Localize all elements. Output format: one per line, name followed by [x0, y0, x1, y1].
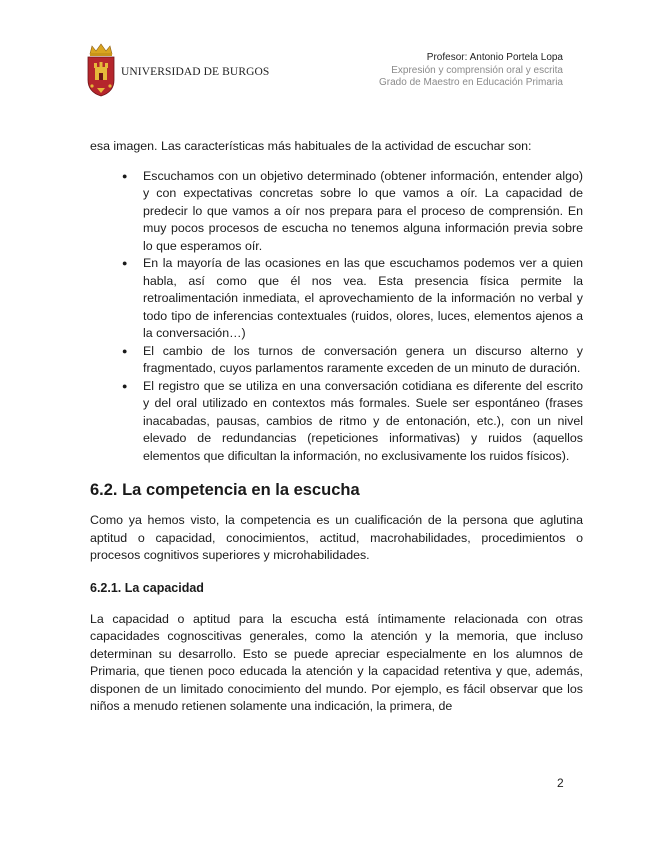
- characteristics-list: [90, 168, 583, 466]
- list-item: ● El cambio de los turnos de conversación genera un discurso alterno y fragmentado, cuyos parlamentos raramente exceden de un minuto de duración.: [143, 343, 583, 378]
- subsection-paragraph: La capacidad o aptitud para la escucha está íntimamente relacionada con otras capacidades cognoscitivas generales, como la atención y la memoria, que incluso determinan su desarrollo. Esto se puede apreciar especialmente en los alumnos de Primaria, que tienen poco educada la atención y la capacidad retentiva y que, además, disponen de un limitado conocimiento del mundo. Por ejemplo, es fácil observar que los niños a menudo retienen solamente una indicación, la primera, de: [90, 611, 583, 713]
- page-number: 2: [557, 776, 564, 790]
- section-paragraph: Como ya hemos visto, la competencia es un cualificación de la persona que aglutina aptitud o capacidad, conocimientos, actitud, macrohabilidades, procedimientos o procesos cognitivos superiores y microhabilidades.: [90, 513, 583, 562]
- document-header-info: [379, 52, 563, 90]
- list-item: ● El registro que se utiliza en una conversación cotidiana es diferente del escrito y del oral utilizado en contextos más formales. Suele ser espontáneo (frases inacabadas, pausas, cambios de ritmo y de entonación, etc.), con un nivel elevado de redundancias (repeticiones informativas) y ruidos (aquellos elementos que dificultan la información, no exclusivamente los ruidos físicos).: [143, 378, 583, 466]
- subject-name: Expresión y comprensión oral y escrita: [391, 64, 563, 76]
- intro-paragraph: esa imagen. Las características más habituales de la actividad de escuchar son:: [90, 139, 532, 153]
- university-crest-logo: [84, 42, 118, 98]
- list-item: ● En la mayoría de las ocasiones en las que escuchamos podemos ver a quien habla, así como que él nos vea. Esta presencia física permite la retroalimentación inmediata, el aprovechamiento de la información no verbal y todo tipo de inferencias contextuales (ruidos, olores, luces, elementos ajenos a la conversación…): [143, 255, 583, 343]
- university-name: UNIVERSIDAD DE BURGOS: [121, 66, 270, 78]
- list-item: ● Escuchamos con un objetivo determinado (obtener información, entender algo) y con expectativas concretas sobre lo que vamos a oír. La capacidad de predecir lo que vamos a oír nos prepara para el proceso de comprensión. En muy pocos procesos de escucha no tenemos alguna información previa sobre lo que esperamos oír.: [143, 168, 583, 256]
- section-heading: 6.2. La competencia en la escucha: [90, 481, 360, 499]
- degree-name: Grado de Maestro en Educación Primaria: [379, 77, 563, 88]
- professor-name: Profesor: Antonio Portela Lopa: [426, 52, 563, 63]
- subsection-heading: 6.2.1. La capacidad: [90, 580, 204, 595]
- page-body: [90, 138, 583, 716]
